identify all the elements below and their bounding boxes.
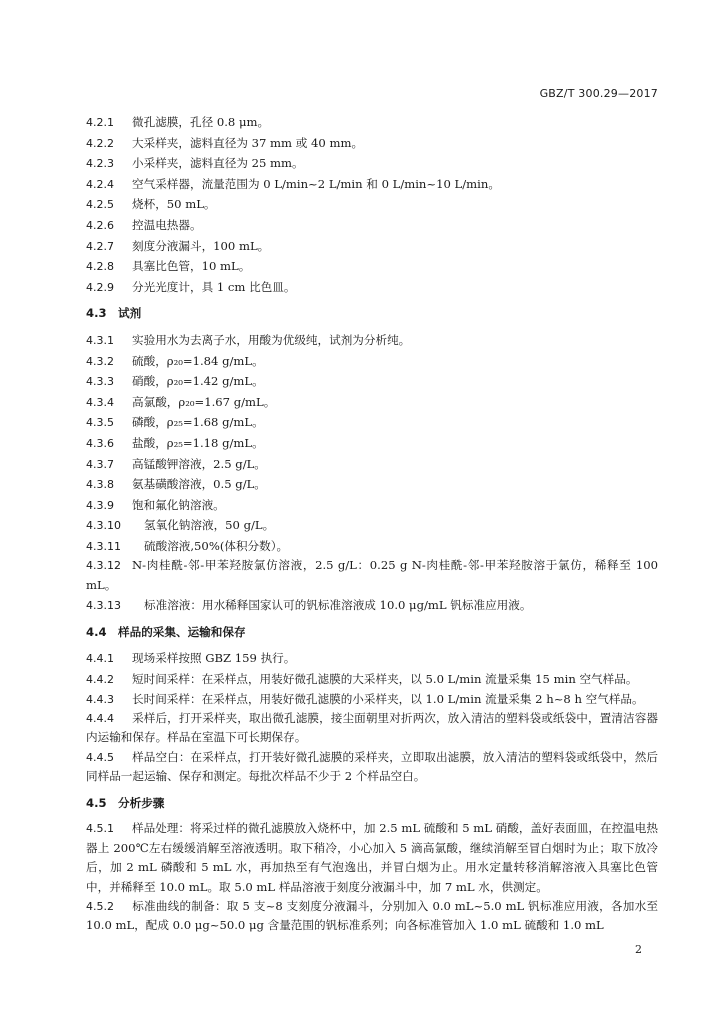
list-item: 4.2.4 空气采样器，流量范围为 0 L/min~2 L/min 和 0 L/min~10 L/min。 [86,176,500,191]
list-item: 4.5.2 标准曲线的制备：取 5 支~8 支刻度分液漏斗，分别加入 0.0 mL~5.0 mL 钒标准应用液，各加水至 10.0 mL，配成 0.0 μg~50.0 μg 含量范围的钒标准系列；向各标准管加入 1.0 mL 硫酸和 1.0 mL [86,898,658,933]
list-item: 4.3.4 高氯酸，ρ₂₀=1.67 g/mL。 [86,394,276,409]
list-item: 4.2.1 微孔滤膜，孔径 0.8 μm。 [86,115,270,129]
list-item: 4.3.5 磷酸，ρ₂₅=1.68 g/mL。 [86,415,264,430]
list-item: 4.4.4 采样后，打开采样夹，取出微孔滤膜，接尘面朝里对折两次，放入清洁的塑料袋或纸袋中，置清洁容器内运输和保存。样品在室温下可长期保存。 [86,711,658,745]
list-item: 4.4.2 短时间采样：在采样点，用装好微孔滤膜的大采样夹，以 5.0 L/min 流量采集 15 min 空气样品。 [86,672,638,687]
document-body [86,112,658,936]
list-item: 4.2.2 大采样夹，滤料直径为 37 mm 或 40 mm。 [86,135,364,150]
list-item: 4.3.7 高锰酸钾溶液，2.5 g/L。 [86,456,266,471]
list-item: 4.3.3 硝酸，ρ₂₀=1.42 g/mL。 [86,374,264,389]
reagent-list [86,330,658,616]
list-item: 4.3.8 氨基磺酸溶液，0.5 g/L。 [86,477,266,492]
list-item: 4.4.5 样品空白：在采样点，打开装好微孔滤膜的采样夹，立即取出滤膜，放入清洁的塑料袋或纸袋中，然后同样品一起运输、保存和测定。每批次样品不少于 2 个样品空白。 [86,749,658,784]
sampling-list [86,648,658,786]
list-item: 4.2.5 烧杯，50 mL。 [86,197,216,212]
analysis-list [86,819,658,935]
list-item: 4.3.10 氢氧化钠溶液，50 g/L。 [86,518,275,533]
page-number: 2 [635,943,642,956]
list-item: 4.3.12 N-肉桂酰-邻-甲苯羟胺氯仿溶液，2.5 g/L：0.25 g N-肉桂酰-邻-甲苯羟胺溶于氯仿，稀释至 100 mL。 [86,558,658,592]
section-heading-analysis: 4.5 分析步骤 [86,795,165,810]
list-item: 4.3.13 标准溶液：用水稀释国家认可的钒标准溶液成 10.0 μg/mL 钒标准应用液。 [86,598,532,613]
list-item: 4.4.1 现场采样按照 GBZ 159 执行。 [86,651,296,666]
list-item: 4.2.9 分光光度计，具 1 cm 比色皿。 [86,279,296,294]
list-item: 4.3.6 盐酸，ρ₂₅=1.18 g/mL。 [86,435,264,450]
list-item: 4.3.2 硫酸，ρ₂₀=1.84 g/mL。 [86,353,264,368]
list-item: 4.2.7 刻度分液漏斗，100 mL。 [86,238,270,253]
list-item: 4.5.1 样品处理：将采过样的微孔滤膜放入烧杯中，加 2.5 mL 硫酸和 5 mL 硝酸，盖好表面皿，在控温电热器上 200℃左右缓缓消解至溶液透明。取下稍冷，小心加入 5 滴高氯酸，继续消解至冒白烟时为止；取下放冷后，加 2 mL 磷酸和 5 mL 水，再加热至有气泡逸出，并冒白烟为止。用水定量转移消解溶液入具塞比色管中，并稀释至 10.0 mL。取 5.0 mL 样品溶液于刻度分液漏斗中，加 7 mL 水，供测定。 [86,821,658,894]
list-item: 4.3.11 硫酸溶液,50%(体积分数）。 [86,538,289,553]
standard-code-header: GBZ/T 300.29—2017 [539,87,658,100]
section-heading-reagents: 4.3 试剂 [86,306,142,321]
list-item: 4.2.3 小采样夹，滤料直径为 25 mm。 [86,156,304,171]
list-item: 4.2.8 具塞比色管，10 mL。 [86,259,251,274]
list-item: 4.3.9 饱和氟化钠溶液。 [86,497,225,512]
list-item: 4.3.1 实验用水为去离子水，用酸为优级纯，试剂为分析纯。 [86,332,411,347]
equipment-list [86,112,658,297]
list-item: 4.2.6 控温电热器。 [86,217,202,232]
list-item: 4.4.3 长时间采样：在采样点，用装好微孔滤膜的小采样夹，以 1.0 L/min 流量采集 2 h~8 h 空气样品。 [86,691,644,706]
section-heading-sampling: 4.4 样品的采集、运输和保存 [86,624,246,639]
